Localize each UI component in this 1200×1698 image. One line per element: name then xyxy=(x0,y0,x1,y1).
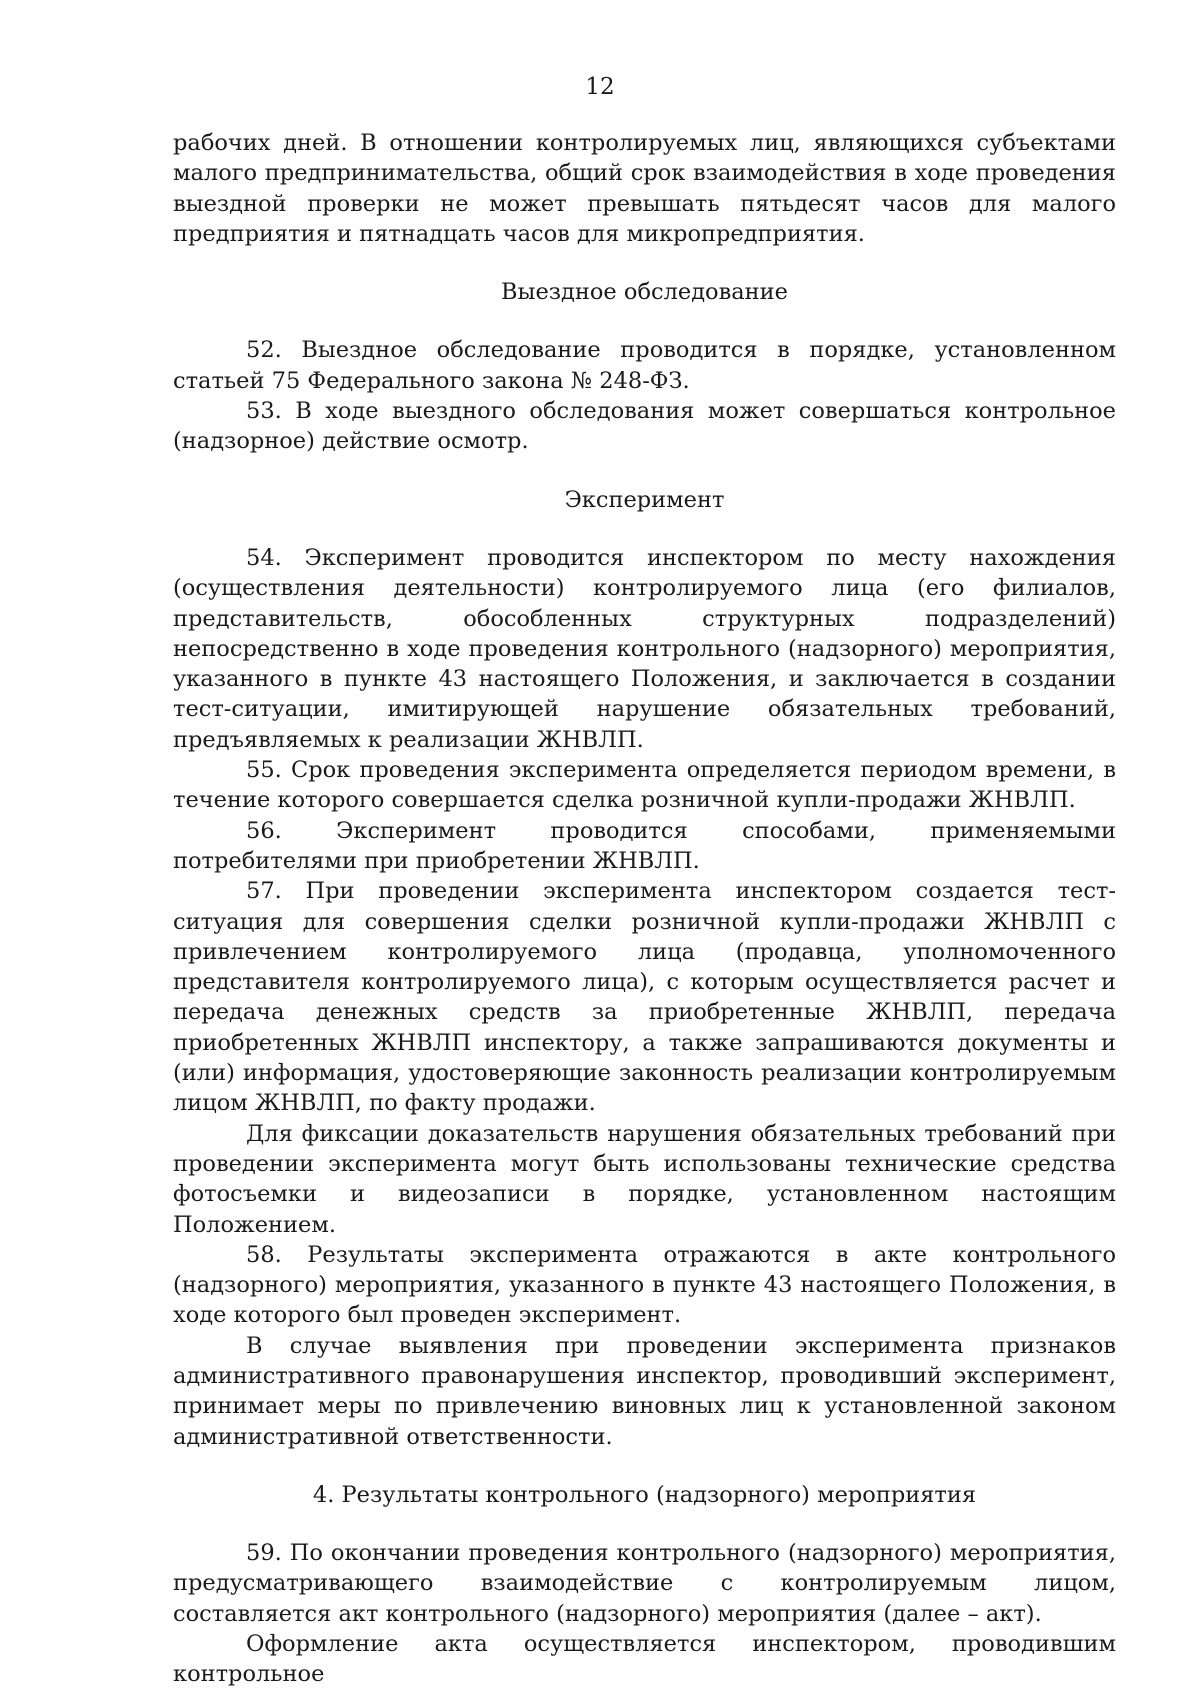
document-body xyxy=(173,128,1116,1690)
heading-vyezdnoe-obsledovanie: Выездное обследование xyxy=(501,279,788,306)
heading-results: 4. Результаты контрольного (надзорного) мероприятия xyxy=(312,1481,977,1508)
heading-eksperiment: Эксперимент xyxy=(564,486,725,513)
paragraph-57: 57. При проведении эксперимента инспектором создается тест-ситуация для совершения сделки розничной купли-продажи ЖНВЛП с привлечением контролируемого лица (продавца, уполномоченного представителя контролируемого лица), с которым осуществляется расчет и передача денежных средств за приобретенные ЖНВЛП, передача приобретенных ЖНВЛП инспектору, а также запрашиваются документы и (или) информация, удостоверяющие законность реализации контролируемым лицом ЖНВЛП, по факту продажи. xyxy=(173,878,1116,1117)
paragraph-53: 53. В ходе выездного обследования может совершаться контрольное (надзорное) действие осмотр. xyxy=(173,398,1116,455)
paragraph-59-continued: Оформление акта осуществляется инспектором, проводившим контрольное xyxy=(173,1631,1116,1688)
paragraph-54: 54. Эксперимент проводится инспектором по месту нахождения (осуществления деятельности) контролируемого лица (его филиалов, представительств, обособленных структурных подразделений) непосредственно в ходе проведения контрольного (надзорного) мероприятия, указанного в пункте 43 настоящего Положения, и заключается в создании тест-ситуации, имитирующей нарушение обязательных требований, предъявляемых к реализации ЖНВЛП. xyxy=(173,544,1116,753)
paragraph-intro: рабочих дней. В отношении контролируемых лиц, являющихся субъектами малого предпринимательства, общий срок взаимодействия в ходе проведения выездной проверки не может превышать пятьдесят часов для малого предприятия и пятнадцать часов для микропредприятия. xyxy=(173,130,1116,247)
paragraph-52: 52. Выездное обследование проводится в порядке, установленном статьей 75 Федерального закона № 248-ФЗ. xyxy=(173,337,1116,394)
paragraph-58: 58. Результаты эксперимента отражаются в акте контрольного (надзорного) мероприятия, указанного в пункте 43 настоящего Положения, в ходе которого был проведен эксперимент. xyxy=(173,1241,1116,1329)
paragraph-59: 59. По окончании проведения контрольного (надзорного) мероприятия, предусматривающего взаимодействие с контролируемым лицом, составляется акт контрольного (надзорного) мероприятия (далее – акт). xyxy=(173,1540,1116,1627)
paragraph-57-continued: Для фиксации доказательств нарушения обязательных требований при проведении эксперимента могут быть использованы технические средства фотосъемки и видеозаписи в порядке, установленном настоящим Положением. xyxy=(173,1120,1116,1238)
paragraph-56: 56. Эксперимент проводится способами, применяемыми потребителями при приобретении ЖНВЛП. xyxy=(173,817,1116,874)
page-number: 12 xyxy=(585,74,615,100)
paragraph-58-continued: В случае выявления при проведении эксперимента признаков административного правонарушения инспектор, проводивший эксперимент, принимает меры по привлечению виновных лиц к установленной законом административной ответственности. xyxy=(173,1332,1116,1450)
paragraph-55: 55. Срок проведения эксперимента определяется периодом времени, в течение которого совершается сделка розничной купли-продажи ЖНВЛП. xyxy=(173,757,1116,814)
